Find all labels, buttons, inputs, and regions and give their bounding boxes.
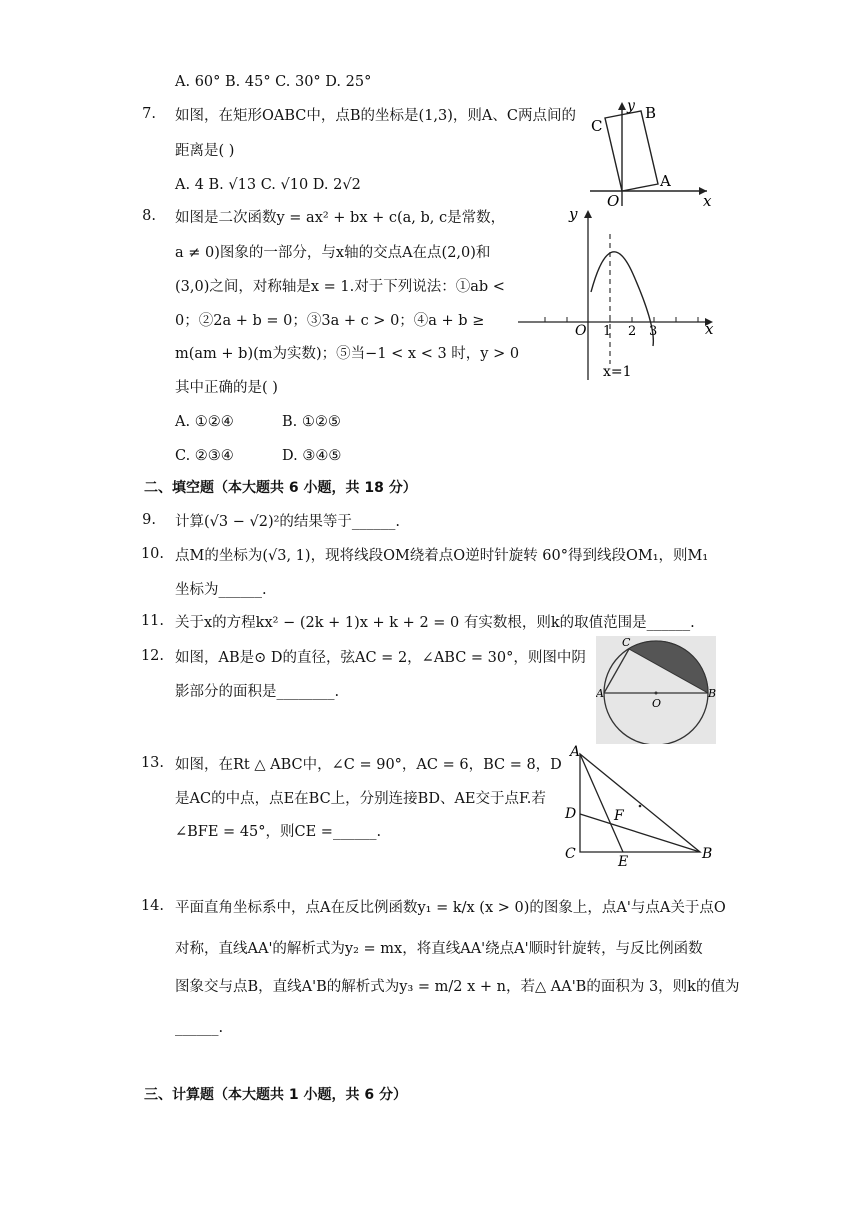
q12-figure — [596, 636, 716, 744]
q8-line3: (3,0)之间，对称轴是x = 1.对于下列说法：①ab < — [175, 279, 505, 295]
q13-label-c: C — [565, 846, 576, 862]
q13-line2: 是AC的中点，点E在BC上，分别连接BD、AE交于点F.若 — [175, 791, 546, 807]
q7-label-a: A — [660, 172, 671, 190]
q12-number: 12. — [140, 648, 164, 664]
q8-label-x: x — [705, 320, 714, 338]
q14-line1: 平面直角坐标系中，点A在反比例函数y₁ = k/x (x > 0)的图象上，点A'与点A关于点O — [175, 900, 726, 916]
q13-label-a: A — [570, 744, 581, 760]
q6-options: A. 60° B. 45° C. 30° D. 25° — [175, 74, 372, 90]
q7-line1: 如图，在矩形OABC中，点B的坐标是(1,3)，则A、C两点间的 — [175, 108, 576, 124]
q11-number: 11. — [140, 613, 164, 629]
q13-label-b: B — [702, 846, 713, 862]
q12-line1: 如图，AB是⊙ D的直径，弦AC = 2，∠ABC = 30°，则图中阴 — [175, 650, 586, 666]
q7-rectangle — [605, 111, 658, 191]
q8-line5: m(am + b)(m为实数)；⑤当−1 < x < 3 时，y > 0 — [175, 346, 520, 362]
q12-label-o: O — [652, 697, 662, 710]
q14-line3: 图象交与点B，直线A'B的解析式为y₃ = m/2 x + n，若△ AA'B的面积为 3，则k的值为 — [175, 979, 740, 995]
q7-options: A. 4 B. √13 C. √10 D. 2√2 — [175, 177, 361, 193]
q13-line1: 如图，在Rt △ ABC中，∠C = 90°，AC = 6，BC = 8，D — [175, 757, 562, 773]
q8-option-d: D. ③④⑤ — [282, 448, 342, 464]
q13-label-f: F — [614, 808, 624, 824]
section2-title: 二、填空题（本大题共 6 小题，共 18 分） — [144, 480, 417, 496]
q8-line4: 0；②2a + b = 0；③3a + c > 0；④a + b ≥ — [175, 313, 485, 329]
q10-line2: 坐标为______. — [175, 582, 267, 598]
q7-label-b: B — [645, 104, 657, 122]
q8-parabola — [591, 252, 653, 346]
q13-label-e: E — [618, 854, 629, 867]
q9-number: 9. — [142, 512, 156, 528]
q8-option-c: C. ②③④ — [175, 448, 234, 464]
q8-number: 8. — [142, 208, 156, 224]
q8-line6: 其中正确的是( ) — [175, 380, 278, 396]
q8-line2: a ≠ 0)图象的一部分，与x轴的交点A在点(2,0)和 — [175, 245, 491, 261]
q7-label-x: x — [703, 192, 712, 210]
q11-line1: 关于x的方程kx² − (2k + 1)x + k + 2 = 0 有实数根，则k的取值范围是______. — [175, 615, 695, 631]
q8-line1: 如图是二次函数y = ax² + bx + c(a, b, c是常数， — [175, 210, 506, 226]
q13-label-d: D — [565, 806, 577, 822]
q14-line4: ______. — [175, 1020, 224, 1036]
q12-label-b: B — [708, 687, 716, 700]
q8-label-o: O — [575, 323, 587, 339]
q7-label-c: C — [591, 117, 603, 135]
q13-figure — [560, 742, 720, 867]
q7-number: 7. — [142, 106, 156, 122]
q8-figure — [515, 204, 720, 384]
q8-tick-3: 3 — [649, 324, 658, 339]
q14-line2: 对称，直线AA'的解析式为y₂ = mx，将直线AA'绕点A'顺时针旋转，与反比例函数 — [175, 941, 703, 957]
q12-line2: 影部分的面积是________. — [175, 684, 340, 700]
q7-label-o: O — [607, 192, 620, 210]
q13-line3: ∠BFE = 45°，则CE =______. — [175, 824, 382, 840]
q12-label-a: A — [596, 687, 604, 700]
q8-option-b: B. ①②⑤ — [282, 414, 341, 430]
q10-number: 10. — [140, 546, 164, 562]
q13-segment-ae — [580, 754, 623, 852]
q14-number: 14. — [140, 898, 164, 914]
q12-label-c: C — [622, 636, 631, 649]
q8-option-a: A. ①②④ — [175, 414, 234, 430]
q8-label-y: y — [569, 205, 578, 223]
q13-segment-bd — [580, 814, 700, 852]
q10-line1: 点M的坐标为(√3, 1)，现将线段OM绕着点O逆时针旋转 60°得到线段OM₁，则M₁ — [175, 548, 709, 564]
q9-line1: 计算(√3 − √2)²的结果等于______. — [175, 514, 401, 530]
q7-figure — [585, 98, 720, 210]
q8-tick-1: 1 — [603, 324, 612, 339]
q13-triangle-abc — [580, 754, 700, 852]
q8-tick-2: 2 — [628, 324, 637, 339]
section3-title: 三、计算题（本大题共 1 小题，共 6 分） — [144, 1087, 407, 1103]
q8-label-axis: x=1 — [603, 364, 632, 380]
q13-number: 13. — [140, 755, 164, 771]
q7-line2: 距离是( ) — [175, 143, 235, 159]
q7-label-y: y — [627, 98, 635, 114]
